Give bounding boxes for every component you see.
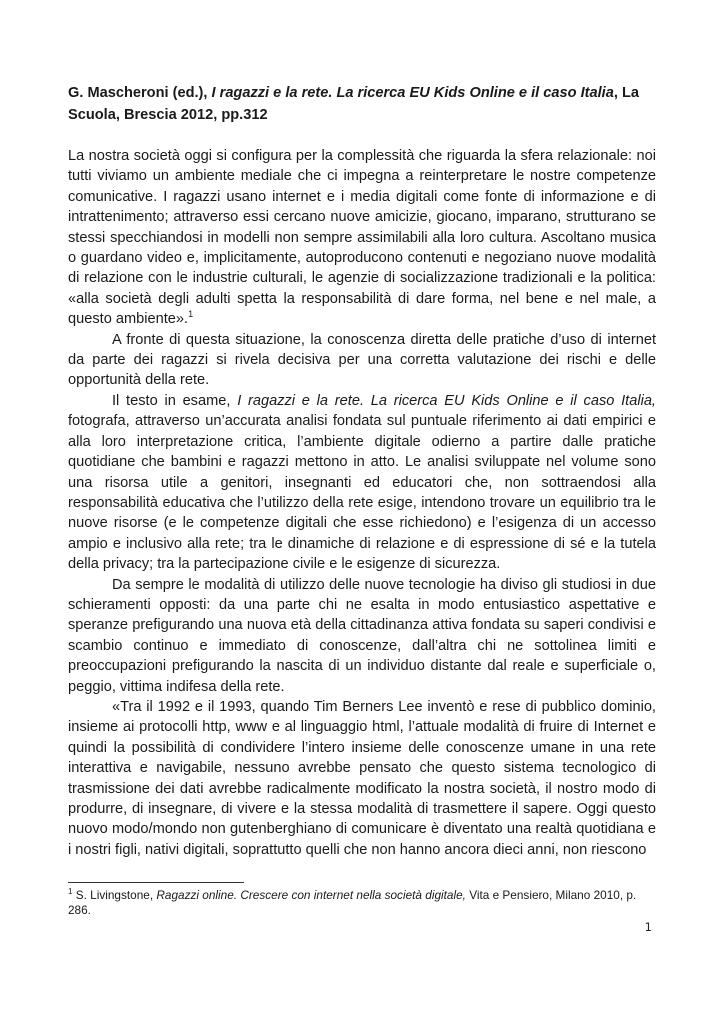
citation-publisher: , La Scuola, Brescia 2012, pp.312 [68,85,639,123]
citation-book-title: I ragazzi e la rete. La ricerca EU Kids Online e il caso Italia [211,85,614,101]
footnote [68,888,656,918]
paragraph-2: A fronte di questa situazione, la conoscenza diretta delle pratiche d’uso di internet da parte dei ragazzi si rivela decisiva per una corretta valutazione dei rischi e delle opportunità della rete. [68,331,656,389]
paragraph-3-rest: fotografa, attraverso un’accurata analisi fondata sul puntuale riferimento ai dati empirici e alla loro interpretazione critica, l’ambiente digitale odierno a partire dalle pratiche quotidiane che bambini e ragazzi mettono in atto. Le analisi sviluppate nel volume sono una risorsa utile a genitori, insegnanti ed educatori che, non sottraendosi alla responsabilità educativa che l’utilizzo della rete esige, intendono trovare un equilibrio tra le nuove risorse (e le competenze digitali che esse richiedono) e l’esigenza di un accesso ampio e inclusivo alla rete; tra le dinamiche di relazione e di espressione di sé e la tutela della privacy; tra la partecipazione civile e le esigenze di sicurezza. [68,413,656,573]
footnote-number: 1 [68,887,73,897]
paragraph-4: Da sempre le modalità di utilizzo delle nuove tecnologie ha diviso gli studiosi in due schieramenti opposti: da una parte chi ne esalta in modo entusiastico aspettative e speranze prefigurando una nuova età della cittadinanza attiva fondata su saperi condivisi e scambio continuo e immediato di conoscenze, dall’altra chi ne sottolinea limiti e preoccupazioni prefigurando la nascita di un individuo distante dal reale e superficiale o, peggio, vittima indifesa della rete. [68,576,656,695]
paragraph-1-text: La nostra società oggi si configura per la complessità che riguarda la sfera relazionale: noi tutti viviamo un ambiente mediale che ci impegna a reinterpretare le nostre competenze comunicative. I ragazzi usano internet e i media digitali come fonte di informazione e di intrattenimento; attraverso essi cercano nuove amicizie, giocano, imparano, strutturano se stessi specchiandosi in modelli non sempre assimilabili alla loro cultura. Ascoltano musica o guardano video e, implicitamente, autoproducono contenuti e negoziano nuove modalità di relazione con le industrie culturali, le agenzie di socializzazione tradizionali e la politica: «alla società degli adulti spetta la responsabilità di dare forma, nel bene e nel male, a questo ambiente». [68,148,656,328]
document-page [68,82,656,860]
footnote-title: Ragazzi online. Crescere con internet nella società digitale, [156,888,466,902]
body-text [68,146,656,860]
paragraph-3 [68,391,656,575]
footnote-rest: Vita e Pensiero, Milano 2010, p. 286. [68,888,637,917]
footnote-separator [68,882,244,883]
footnote-reference: 1 [188,309,194,320]
paragraph-5: «Tra il 1992 e il 1993, quando Tim Berners Lee inventò e rese di pubblico dominio, insieme ai protocolli http, www e al linguaggio html, l’attuale modalità di fruire di Internet e quindi la possibilità di condividere l’intero insieme delle conoscenze umane in una rete interattiva e navigabile, nessuno avrebbe pensato che questo sistema tecnologico di trasmissione dei dati avrebbe radicalmente modificato la nostra società, il nostro modo di produrre, di insegnare, di vivere e la stessa modalità di trasmettere il sapere. Oggi questo nuovo modo/mondo non gutenberghiano di comunicare è diventato una realtà quotidiana e i nostri figli, nativi digitali, soprattutto quelli che non hanno ancora dieci anni, non riescono [68,698,656,858]
footnote-author: S. Livingstone, [72,888,157,902]
paragraph-3-start: Il testo in esame, [112,392,238,409]
citation-authors: G. Mascheroni (ed.), [68,85,212,101]
book-citation-heading [68,82,656,126]
page-number: 1 [644,920,652,934]
paragraph-3-book-title: I ragazzi e la rete. La ricerca EU Kids Online e il caso Italia, [237,392,656,409]
paragraph-1 [68,146,656,330]
